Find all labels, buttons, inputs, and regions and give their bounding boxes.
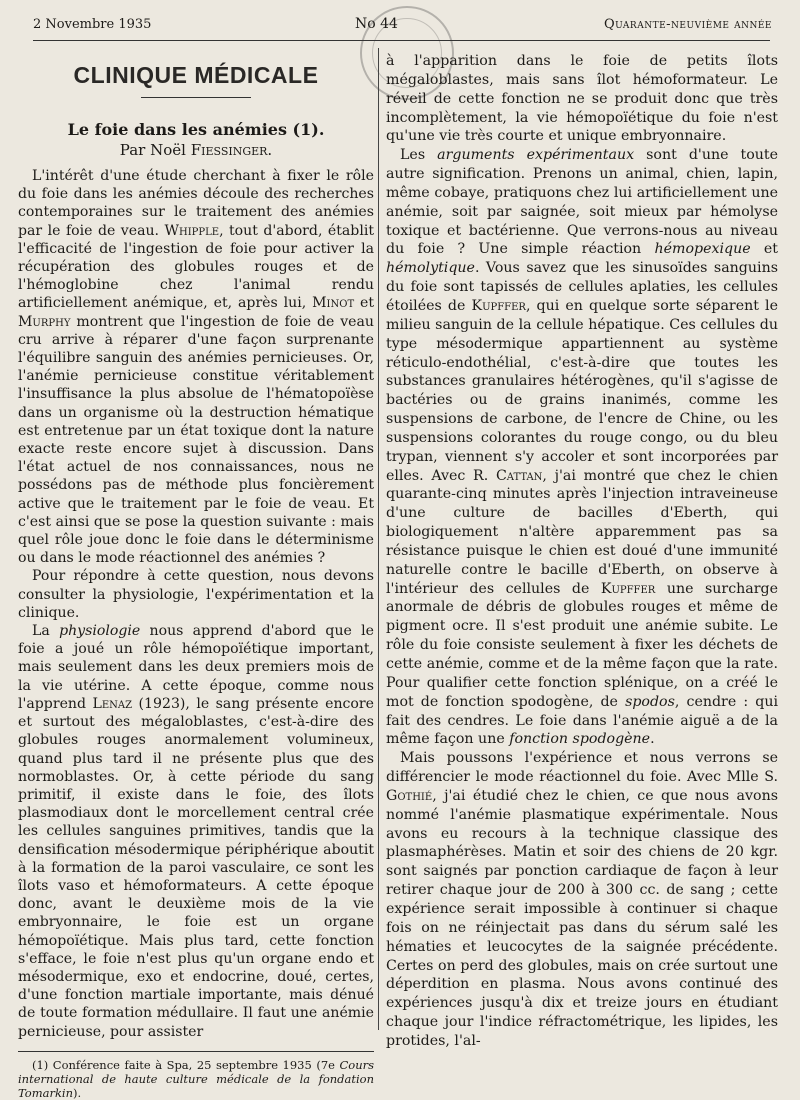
left-column <box>18 56 375 1100</box>
paragraph-plasmatique: Mais poussons l'expérience et nous verrons se différencier le mode réactionnel du foie. Avec Mlle S. Gothié, j'ai étudié chez le chien, ce que nous avons nommé l'anémie plasmatique expérimentale. Nous avons eu recours à la technique classique des plasmaphérèses. Matin et soir des chiens de 20 kgr. sont saignés par ponction cardiaque de façon à leur retirer chaque jour de 200 à 300 cc. de sang ; cette expérience serait impossible à continuer si chaque fois on ne réinjectait pas dans du sérum salé les hématies et leucocytes de la saignée précédente. Certes on perd des globules, mais on crée surtout une déperdition en plasma. Nous avons continué des expériences jusqu'à dix et treize jours en étudiant chaque jour l'indice réfractométrique, les lipides, les protides, l'al- <box>386 750 778 1049</box>
issue-date: 2 Novembre 1935 <box>33 17 152 32</box>
author-name: Fiessinger. <box>190 141 273 159</box>
title-rule <box>141 97 251 98</box>
paragraph-intro: L'intérêt d'une étude cherchant à fixer le rôle du foie dans les anémies découle des recherches contemporaines sur le traitement des anémies par le foie de veau. Whipple, tout d'abord, établit l'efficacité de l'ingestion de foie pour activer la récupération des globules rouges et de l'hémoglobine chez l'animal rendu artificiellement anémique, et, après lui, Minot et Murphy montrent que l'ingestion de foie de veau cru arrive à réparer d'une façon surprenante l'équilibre sanguin des anémies pernicieuses. Or, l'anémie pernicieuse constitue véritablement l'insuffisance la plus absolue de l'hématopoïèse dans un organisme où la destruction hématique est entretenue par un état toxique dont la nature exacte reste encore sujet à discussion. Dans l'état actuel de nos connaissances, nous ne possédons pas de méthode plus foncièrement active que le traitement par le foie de veau. Et c'est ainsi que se pose la question suivante : mais quel rôle joue donc le foie dans le déterminisme ou dans le mode réactionnel des anémies ? <box>18 168 375 567</box>
section-title: CLINIQUE MÉDICALE <box>73 62 319 88</box>
paragraph-experimental: Les arguments expérimentaux sont d'une toute autre signification. Prenons un animal, chien, lapin, même cobaye, pratiquons chez lui artificiellement une anémie, soit par saignée, soit mieux par hémolyse toxique et bactérienne. Que verrons-nous au niveau du foie ? Une simple réaction hémopexique et hémolytique. Vous savez que les sinusoïdes sanguins du foie sont tapissés de cellules aplaties, les cellules étoilées de Kupffer, qui en quelque sorte séparent le milieu sanguin de la cellule hépatique. Ces cellules du type mésodermique appartiennent au système réticulo-endothélial, c'est-à-dire que toutes les substances granulaires hétérogènes, qu'il s'agisse de bactéries ou de grains inanimés, comme les suspensions de carbone, de l'encre de Chine, ou les suspensions colorantes du rouge congo, ou du bleu trypan, viennent s'y accoler et sont incorporées par elles. Avec R. Cattan, j'ai montré que chez le chien quarante-cinq minutes après l'injection intraveineuse d'une culture de bacilles d'Eberth, qui biologiquement n'altère apparemment pas sa résistance puisque le chien est doué d'une immunité naturelle contre le bacille d'Eberth, on observe à l'intérieur des cellules de Kupffer une surcharge anormale de débris de globules rouges et même de pigment ocre. Il s'est produit une anémie subite. Le rôle du foie consiste seulement à fixer les déchets de cette anémie, comme et de la même façon que la rate. Pour qualifier cette fonction splénique, on a créé le mot de fonction spodogène, de spodos, cendre : qui fait des cendres. Le foie dans l'anémie aiguë a de la même façon une fonction spodogène. <box>386 147 779 748</box>
name-kupffer: Kupffer <box>471 297 526 314</box>
article-title: Le foie dans les anémies (1). <box>67 120 325 139</box>
name-murphy: Murphy <box>18 313 71 330</box>
footnote: (1) Conférence faite à Spa, 25 septembre 1935 (7e Cours international de haute culture médicale de la fondation Tomarkin). <box>18 1057 374 1100</box>
header-rule <box>33 40 770 41</box>
byline <box>18 141 374 159</box>
term-arguments-experimentaux: arguments expérimentaux <box>437 147 635 164</box>
term-physiologie: physiologie <box>59 623 141 640</box>
column-divider <box>378 48 379 1030</box>
name-gothie: Gothié <box>386 787 433 804</box>
volume-year: Quarante-neuvième année <box>603 17 772 32</box>
name-whipple: Whipple <box>164 222 220 239</box>
footnote-rule <box>18 1051 374 1052</box>
name-cattan: Cattan <box>495 467 543 484</box>
paragraph-physiologie: La physiologie nous apprend d'abord que le foie a joué un rôle hémopoïétique important, mais seulement dans les deux premiers mois de la vie utérine. A cette époque, comme nous l'apprend Lenaz (1923), le sang présente encore et surtout des mégaloblastes, c'est-à-dire des globules rouges anormalement volumineux, quand plus tard il ne présente plus que des normoblastes. Or, à cette période du sang primitif, il existe dans le foie, des îlots plasmodiaux dont le morcellement central crée les cellules sanguines primitives, tandis que la densification mésodermique périphérique aboutit à la formation de la paroi vasculaire, ce sont les îlots vaso et hémoformateurs. A cette époque donc, avant le deuxième mois de la vie embryonnaire, le foie est un organe hémopoïétique. Mais plus tard, cette fonction s'efface, le foie n'est plus qu'un organe endo et mésodermique, exo et endocrine, doué, certes, d'une fonction martiale importante, mais dénué de toute formation médullaire. Il faut une anémie pernicieuse, pour assister <box>18 623 375 1040</box>
name-minot: Minot <box>312 295 355 312</box>
byline-prefix: Par Noël <box>119 141 186 159</box>
issue-number: No 44 <box>355 16 398 32</box>
right-column <box>386 52 779 1049</box>
paragraph-question: Pour répondre à cette question, nous devons consulter la physiologie, l'expérimentation et la clinique. <box>18 568 374 621</box>
name-lenaz: Lenaz <box>92 695 133 712</box>
paragraph-continued: à l'apparition dans le foie de petits îlots mégaloblastes, mais sans îlot hémoformateur. Le réveil de cette fonction ne se produit donc que très incomplètement, la vie hémopoïétique du foie n'est qu'une vie très courte et unique embryonnaire. <box>386 53 778 145</box>
name-kupffer: Kupffer <box>600 580 656 597</box>
